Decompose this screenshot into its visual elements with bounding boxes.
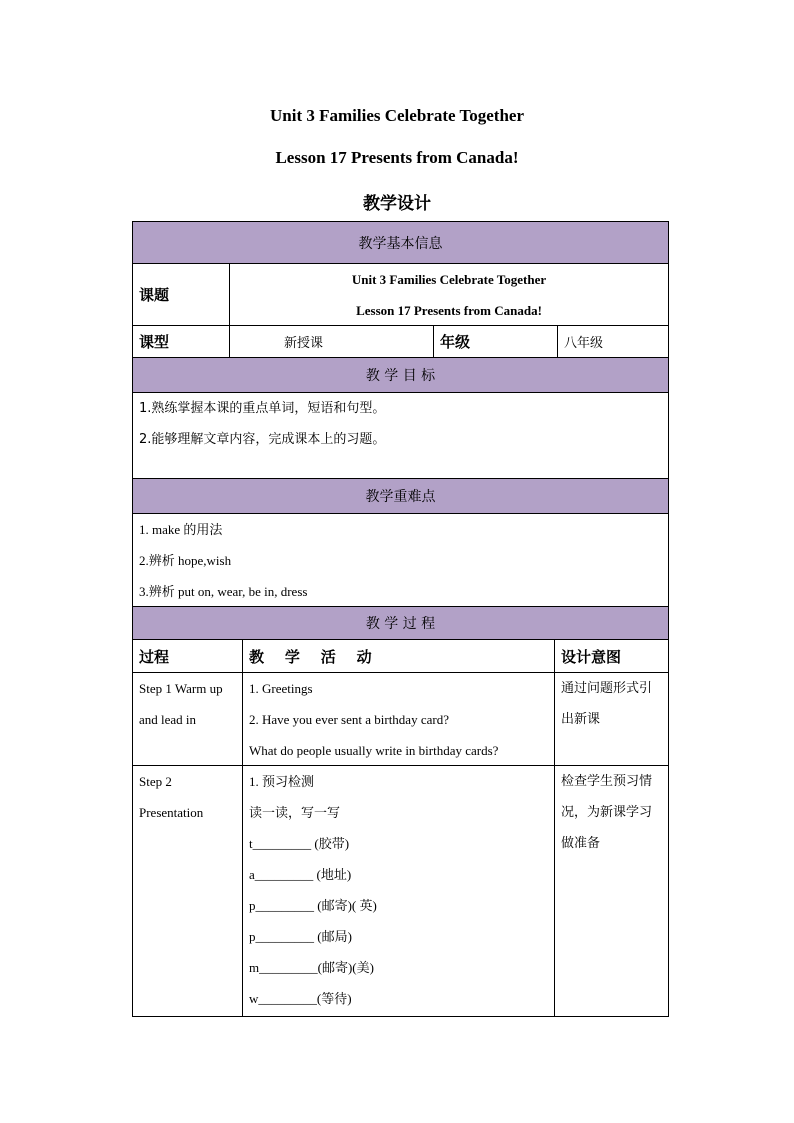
activity-line: 读一读，写一写: [249, 805, 341, 820]
key-point-item: 3.辨析 put on, wear, be in, dress: [139, 584, 308, 599]
key-points-row: [133, 514, 668, 607]
activity-line: p_________ (邮局): [249, 929, 352, 944]
grade-value: 八年级: [564, 336, 604, 351]
step-cell: [133, 766, 243, 1016]
col-step-header: 过程: [133, 640, 243, 672]
activity-line: 1. 预习检测: [249, 774, 315, 789]
col-activity-header: 教 学 活 动: [243, 640, 555, 672]
col-intent-header: 设计意图: [561, 647, 622, 666]
process-row-step-1: [133, 673, 668, 766]
activity-line: w_________(等待): [249, 991, 352, 1006]
intent-line: 检查学生预习情: [561, 774, 653, 789]
activity-line: What do people usually write in birthday cards?: [249, 743, 499, 758]
process-columns-row: [133, 640, 668, 673]
intent-cell: [555, 766, 668, 1016]
intent-line: 通过问题形式引: [561, 681, 653, 696]
intent-line: 出新课: [561, 712, 601, 727]
key-point-item: 2.辨析 hope,wish: [139, 553, 232, 568]
activity-cell: [243, 673, 555, 765]
basic-info-header: 教学基本信息: [133, 222, 668, 263]
topic-line-1: Unit 3 Families Celebrate Together: [351, 272, 547, 287]
process-header-row: [133, 607, 668, 640]
key-points-header-row: [133, 479, 668, 514]
topic-row: [133, 264, 668, 326]
key-points-list: [133, 514, 668, 606]
objective-item: 2.能够理解文章内容，完成课本上的习题。: [139, 432, 386, 447]
lesson-plan-table: [132, 221, 669, 1017]
step-line: Presentation: [139, 805, 204, 820]
type-label: 课型: [133, 326, 230, 357]
key-point-item: 1. make 的用法: [139, 522, 223, 537]
intent-cell: [555, 673, 668, 765]
activity-line: a_________ (地址): [249, 867, 352, 882]
topic-line-2: Lesson 17 Presents from Canada!: [356, 303, 542, 318]
activity-line: 2. Have you ever sent a birthday card?: [249, 712, 449, 727]
activity-cell: [243, 766, 555, 1016]
topic-value: [230, 264, 668, 325]
activity-line: 1. Greetings: [249, 681, 313, 696]
objectives-list: [133, 393, 668, 478]
type-grade-row: [133, 326, 668, 358]
topic-label: 课题: [133, 264, 230, 325]
grade-label: 年级: [434, 326, 558, 357]
activity-line: t_________ (胶带): [249, 836, 350, 851]
objectives-header-row: [133, 358, 668, 393]
activity-line: p_________ (邮寄)( 英): [249, 898, 377, 913]
document-title-design: 教学设计: [363, 194, 431, 214]
objectives-header: 教 学 目 标: [133, 358, 668, 392]
step-cell: [133, 673, 243, 765]
document-title-lesson: Lesson 17 Presents from Canada!: [275, 148, 519, 167]
process-header: 教 学 过 程: [133, 607, 668, 639]
intent-line: 做准备: [561, 836, 601, 851]
objectives-row: [133, 393, 668, 479]
objective-item: 1.熟练掌握本课的重点单词，短语和句型。: [139, 401, 386, 416]
activity-line: m_________(邮寄)(美): [249, 960, 374, 975]
key-points-header: 教学重难点: [133, 479, 668, 513]
intent-line: 况，为新课学习: [561, 805, 653, 820]
step-line: Step 1 Warm up: [139, 681, 223, 696]
process-row-step-2: [133, 766, 668, 1016]
step-line: Step 2: [139, 774, 172, 789]
step-line: and lead in: [139, 712, 197, 727]
type-value: 新授课: [230, 326, 434, 357]
basic-info-header-row: [133, 222, 668, 264]
document-title-unit: Unit 3 Families Celebrate Together: [269, 106, 524, 125]
